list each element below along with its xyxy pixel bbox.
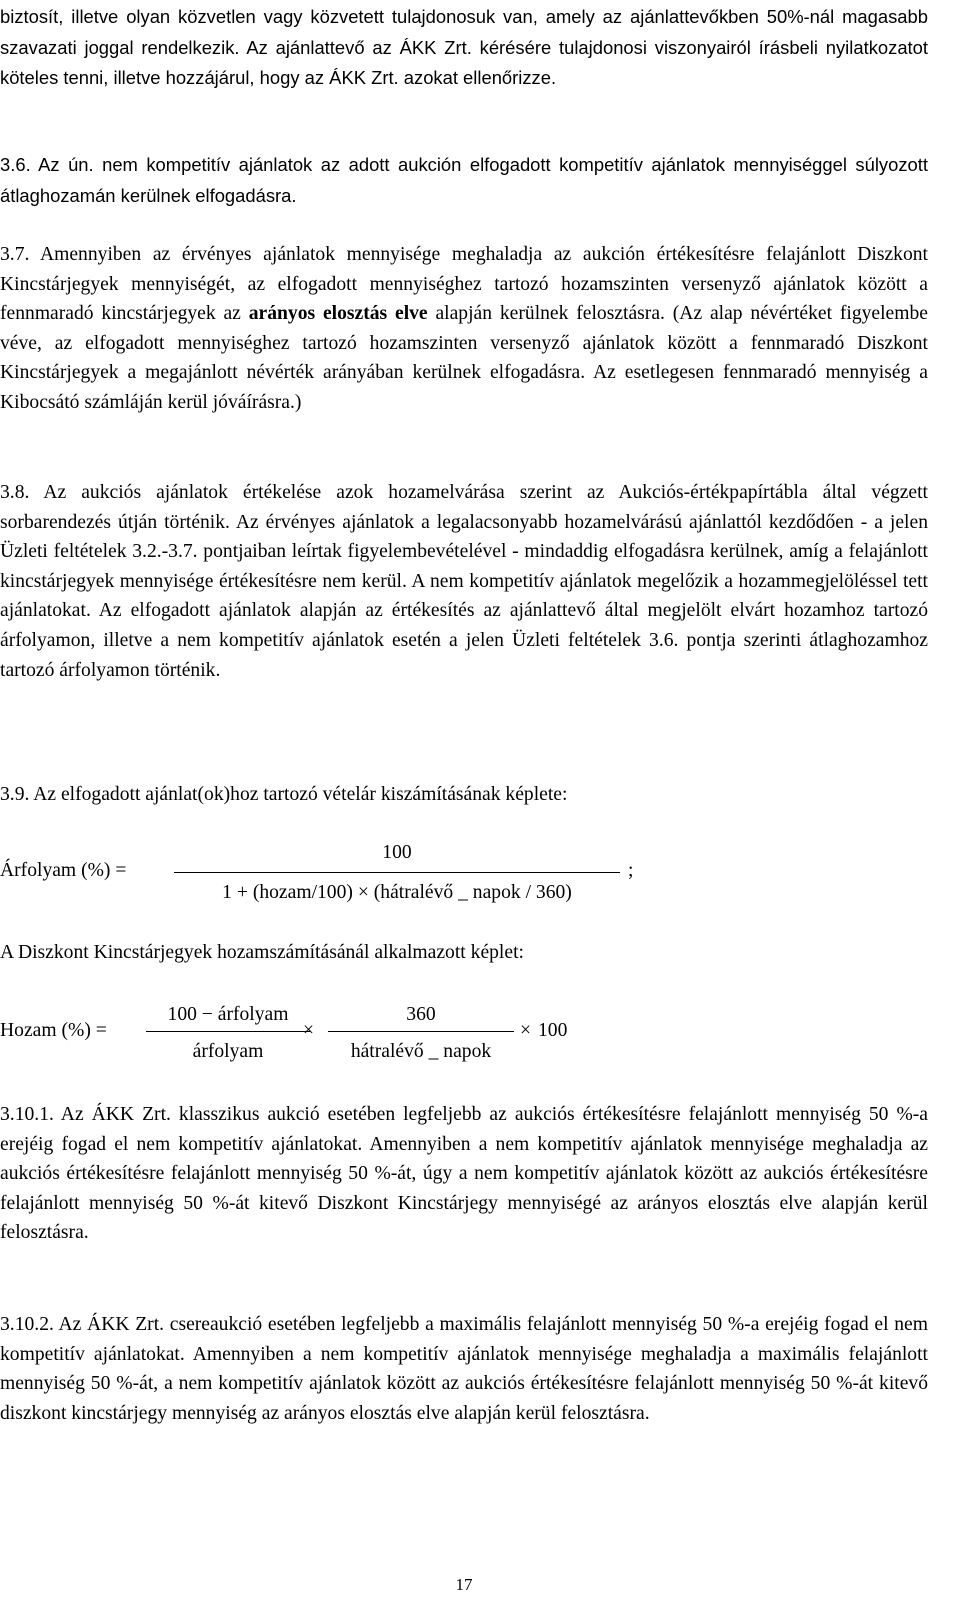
formula-price-numerator: 100 <box>382 842 412 863</box>
paragraph-3-7 <box>0 240 928 418</box>
paragraph-3-8-text: 3.8. Az aukciós ajánlatok értékelése azok hozamelvárása szerint az Aukciós-értékpapírtábla által végzett sorbarendezés útján történik. Az érvényes ajánlatok a legalacsonyabb hozamelvárású ajánlattól kezdődően - a jelen Üzleti feltételek 3.2.-3.7. pontjaiban leírtak figyelembevételével - mindaddig elfogadásra kerülnek, amíg a felajánlott kincstárjegyek mennyisége értékesítésre nem kerül. A nem kompetitív ajánlatok megelőzik a hozammegjelöléssel tett ajánlatokat. Az elfogadott ajánlatok alapján az értékesítés az ajánlattevő által megjelölt elvárt hozamhoz tartozó árfolyamon, illetve a nem kompetitív ajánlatok esetén a jelen Üzleti feltételek 3.6. pontja szerinti átlaghozamhoz tartozó árfolyamon történik. <box>0 482 928 681</box>
paragraph-3-7-bold: arányos elosztás elve <box>248 303 428 325</box>
paragraph-3-7-text-a: 3.7. Amennyiben az érvényes ajánlatok mennyisége meghaladja az aukción értékesítésre felajánlott Diszkont Kincstárjegyek mennyiségét, az elfogadott mennyiséghez tartozó hozamszinten versenyző ajánlatok között a fennmaradó kincstárjegyek az <box>0 244 928 325</box>
paragraph-3-9 <box>0 780 928 810</box>
formula-price-fraction-bar <box>174 872 620 873</box>
formula-yield-times-2: × <box>520 1020 532 1041</box>
paragraph-3-10-1-text: 3.10.1. Az ÁKK Zrt. klasszikus aukció esetében legfeljebb az aukciós értékesítésre felajánlott mennyiség 50 %-a erejéig fogad el nem kompetitív ajánlatokat. Amennyiben a nem kompetitív ajánlatok mennyisége meghaladja az aukciós értékesítésre felajánlott mennyiség 50 %-át, úgy a nem kompetitív ajánlatok között az aukciós értékesítésre felajánlott mennyiség 50 %-át kitevő Diszkont Kincstárjegy mennyiségé az arányos elosztás elve alapján kerül felosztásra. <box>0 1104 928 1244</box>
paragraph-3-6-text: 3.6. Az ún. nem kompetitív ajánlatok az adott aukción elfogadott kompetitív ajánlatok mennyiséggel súlyozott átlaghozamán kerülnek elfogadásra. <box>0 154 928 206</box>
paragraph-3-6 <box>0 150 928 211</box>
formula-yield-frac1-denominator: árfolyam <box>192 1041 264 1062</box>
formula-yield-times-1: × <box>303 1020 315 1041</box>
formula-yield-frac2-bar <box>328 1031 514 1032</box>
formula-price <box>0 832 928 918</box>
formula-yield <box>0 994 928 1074</box>
formula-price-denominator: 1 + (hozam/100) × (hátralévő _ napok / 360) <box>222 882 572 903</box>
formula-yield-frac2-numerator: 360 <box>406 1004 436 1025</box>
formula-yield-frac1-bar <box>146 1031 310 1032</box>
paragraph-3-9-text: 3.9. Az elfogadott ajánlat(ok)hoz tartozó vételár kiszámításának képlete: <box>0 784 568 805</box>
page-number: 17 <box>455 1575 473 1594</box>
formula-yield-tail: 100 <box>538 1020 568 1041</box>
paragraph-3-10-2 <box>0 1310 928 1428</box>
formula-yield-frac2-denominator: hátralévő _ napok <box>350 1041 492 1062</box>
paragraph-intro <box>0 2 928 94</box>
paragraph-3-7-text-b: alapján kerülnek felosztásra. (Az alap névértéket figyelembe véve, az elfogadott mennyiséghez tartozó hozamszinten versenyző ajánlatok között a fennmaradó Diszkont Kincstárjegyek a megajánlott névérték arányában kerülnek elfogadásra. Az esetlegesen fennmaradó mennyiség a Kibocsátó számláján kerül jóváírásra.) <box>0 303 928 413</box>
formula-price-label: Árfolyam (%) = <box>0 860 127 881</box>
paragraph-3-10-1 <box>0 1100 928 1248</box>
paragraph-3-10-2-text: 3.10.2. Az ÁKK Zrt. csereaukció esetében legfeljebb a maximális felajánlott mennyiség 50 %-a erejéig fogad el nem kompetitív ajánlatokat. Amennyiben a nem kompetitív ajánlatok mennyisége meghaladja a maximális felajánlott mennyiség 50 %-át, a nem kompetitív ajánlatok között az aukciós értékesítésre felajánlott mennyiség 50 %-át kitevő diszkont kincstárjegy mennyiség az arányos elosztás elve alapján kerül felosztásra. <box>0 1314 928 1424</box>
formula-yield-frac1-numerator: 100 − árfolyam <box>167 1004 289 1025</box>
paragraph-3-8 <box>0 478 928 685</box>
formula-price-suffix: ; <box>628 860 634 881</box>
paragraph-hozam-intro-text: A Diszkont Kincstárjegyek hozamszámításánál alkalmazott képlet: <box>0 942 524 963</box>
formula-yield-label: Hozam (%) = <box>0 1020 107 1041</box>
paragraph-intro-text: biztosít, illetve olyan közvetlen vagy közvetett tulajdonosuk van, amely az ajánlattevőkben 50%-nál magasabb szavazati joggal rendelkezik. Az ajánlattevő az ÁKK Zrt. kérésére tulajdonosi viszonyairól írásbeli nyilatkozatot köteles tenni, illetve hozzájárul, hogy az ÁKK Zrt. azokat ellenőrizze. <box>0 6 928 89</box>
paragraph-hozam-intro <box>0 938 928 968</box>
